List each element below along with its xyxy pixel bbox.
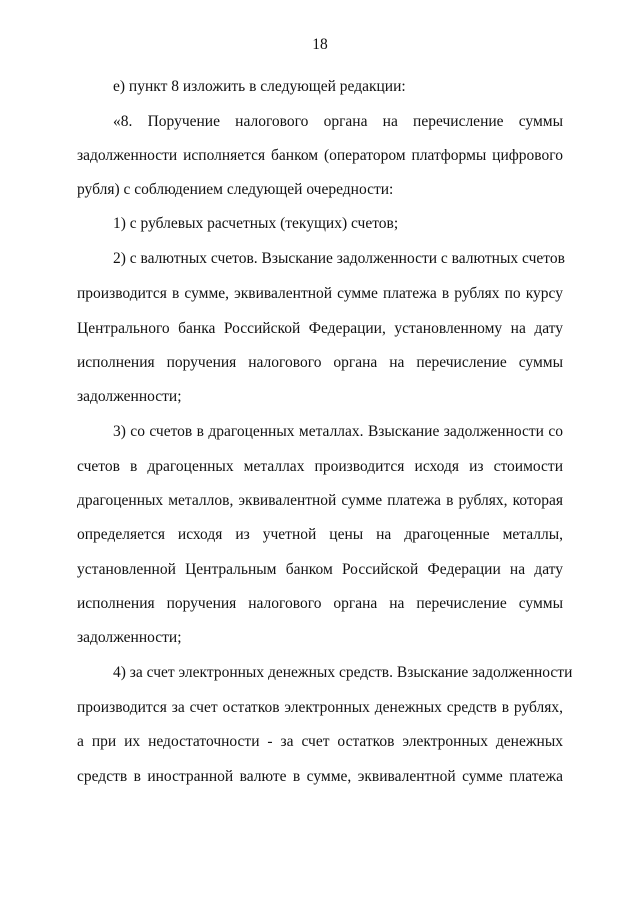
text-line: средств в иностранной валюте в сумме, эквивалентной сумме платежа — [77, 768, 563, 785]
text-line: 3) со счетов в драгоценных металлах. Взыскание задолженности со — [113, 423, 563, 440]
text-line: определяется исходя из учетной цены на драгоценные металлы, — [77, 526, 563, 543]
text-line: драгоценных металлов, эквивалентной сумме платежа в рублях, которая — [77, 492, 563, 509]
text-line: исполнения поручения налогового органа на перечисление суммы — [77, 354, 563, 371]
text-line: задолженности исполняется банком (оператором платформы цифрового — [77, 147, 563, 164]
text-line: 4) за счет электронных денежных средств. Взыскание задолженности — [113, 664, 573, 681]
text-line: 1) с рублевых расчетных (текущих) счетов; — [113, 215, 399, 232]
text-line: 2) с валютных счетов. Взыскание задолженности с валютных счетов — [113, 250, 565, 267]
text-line: установленной Центральным банком Российской Федерации на дату — [77, 561, 563, 578]
text-line: исполнения поручения налогового органа на перечисление суммы — [77, 595, 563, 612]
text-line: Центрального банка Российской Федерации, установленному на дату — [77, 320, 563, 337]
text-line: задолженности; — [77, 388, 182, 405]
text-line: производится за счет остатков электронных денежных средств в рублях, — [77, 699, 563, 716]
text-line: «8. Поручение налогового органа на перечисление суммы — [113, 113, 563, 130]
text-line: е) пункт 8 изложить в следующей редакции: — [113, 78, 406, 95]
text-line: счетов в драгоценных металлах производится исходя из стоимости — [77, 458, 563, 475]
text-line: производится в сумме, эквивалентной сумме платежа в рублях по курсу — [77, 285, 563, 302]
text-line: задолженности; — [77, 629, 182, 646]
page-number: 18 — [312, 36, 328, 53]
text-line: рубля) с соблюдением следующей очередности: — [77, 181, 394, 198]
text-line: а при их недостаточности - за счет остатков электронных денежных — [77, 733, 563, 750]
